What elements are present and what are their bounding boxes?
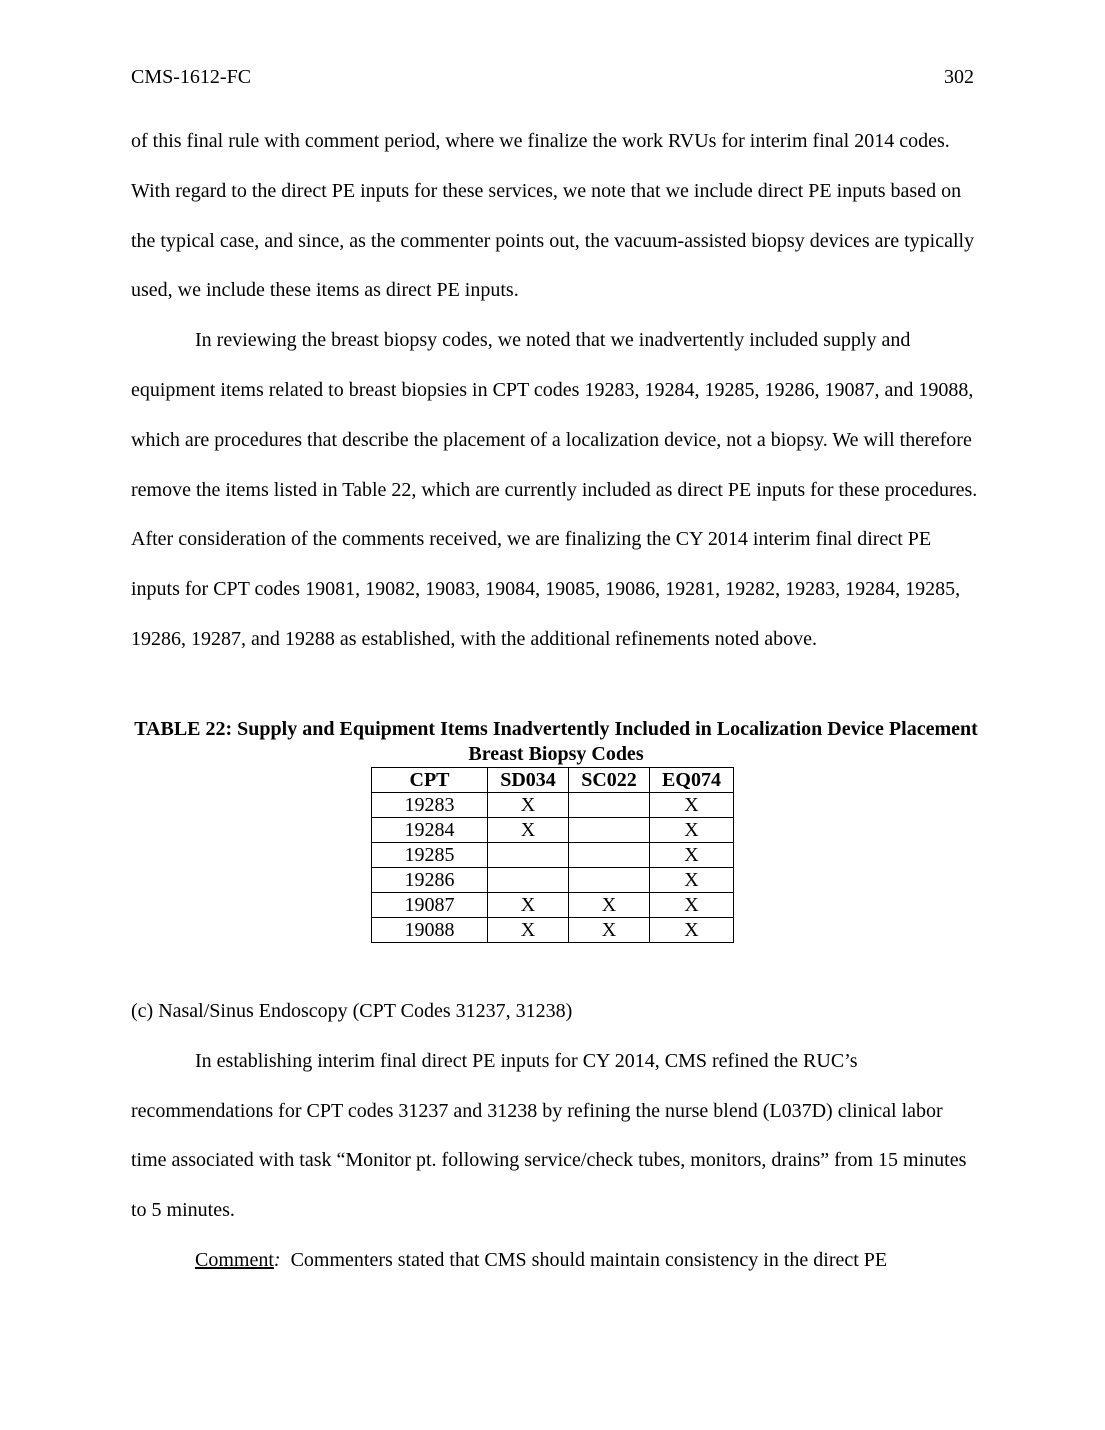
column-header-eq074: EQ074: [650, 768, 734, 793]
comment-colon: :: [273, 1248, 281, 1271]
table-row: [372, 893, 734, 918]
cell-eq074: X: [650, 818, 734, 843]
page-number: 302: [944, 66, 974, 88]
cell-sc022: X: [569, 893, 650, 918]
paragraph-1: of this final rule with comment period, where we finalize the work RVUs for interim final 2014 codes. With regard to the direct PE inputs for these services, we note that we include direct PE inputs based on the typical case, and since, as the commenter points out, the vacuum-assisted biopsy devices are typically used, we include these items as direct PE inputs.: [131, 130, 975, 302]
cell-cpt: 19284: [372, 818, 488, 843]
running-header-doc-id: CMS-1612-FC: [131, 66, 252, 88]
table-row: [372, 868, 734, 893]
table-row: [372, 843, 734, 868]
cell-sd034: [488, 843, 569, 868]
cell-sc022: [569, 818, 650, 843]
comment-paragraph: [131, 1236, 981, 1286]
cell-eq074: X: [650, 893, 734, 918]
table-row: [372, 818, 734, 843]
comment-label: Comment: [195, 1248, 274, 1271]
paragraph-3: In establishing interim final direct PE inputs for CY 2014, CMS refined the RUC’s recommendations for CPT codes 31237 and 31238 by refining the nurse blend (L037D) clinical labor time associated with task “Monitor pt. following service/check tubes, monitors, drains” from 15 minutes to 5 minutes.: [131, 1049, 967, 1222]
supply-equipment-table: [371, 767, 734, 943]
section-heading: (c) Nasal/Sinus Endoscopy (CPT Codes 31237, 31238): [131, 1000, 573, 1022]
column-header-sc022: SC022: [569, 768, 650, 793]
cell-sc022: [569, 843, 650, 868]
cell-sd034: X: [488, 818, 569, 843]
cell-cpt: 19283: [372, 793, 488, 818]
table-header-row: [372, 768, 734, 793]
cell-cpt: 19286: [372, 868, 488, 893]
cell-cpt: 19088: [372, 918, 488, 943]
cell-cpt: 19285: [372, 843, 488, 868]
cell-eq074: X: [650, 918, 734, 943]
cell-eq074: X: [650, 793, 734, 818]
cell-sd034: X: [488, 893, 569, 918]
cell-sd034: X: [488, 918, 569, 943]
cell-cpt: 19087: [372, 893, 488, 918]
cell-eq074: X: [650, 868, 734, 893]
table-row: [372, 918, 734, 943]
cell-sc022: [569, 793, 650, 818]
body-text-top: [131, 117, 981, 665]
comment-text: Commenters stated that CMS should maintain consistency in the direct PE: [280, 1248, 888, 1271]
cell-sc022: X: [569, 918, 650, 943]
table-title: TABLE 22: Supply and Equipment Items Inadvertently Included in Localization Device Placement Breast Biopsy Codes: [134, 718, 978, 765]
body-text-bottom: [131, 987, 981, 1286]
cell-sd034: X: [488, 793, 569, 818]
column-header-sd034: SD034: [488, 768, 569, 793]
cell-sd034: [488, 868, 569, 893]
cell-eq074: X: [650, 843, 734, 868]
column-header-cpt: CPT: [372, 768, 488, 793]
table-row: [372, 793, 734, 818]
cell-sc022: [569, 868, 650, 893]
paragraph-2: In reviewing the breast biopsy codes, we noted that we inadvertently included supply and equipment items related to breast biopsies in CPT codes 19283, 19284, 19285, 19286, 19087, and 19088, which are procedures that describe the placement of a localization device, not a biopsy. We will therefore remove the items listed in Table 22, which are currently included as direct PE inputs for these procedures. After consideration of the comments received, we are finalizing the CY 2014 interim final direct PE inputs for CPT codes 19081, 19082, 19083, 19084, 19085, 19086, 19281, 19282, 19283, 19284, 19285, 19286, 19287, and 19288 as established, with the additional refinements noted above.: [131, 329, 978, 650]
